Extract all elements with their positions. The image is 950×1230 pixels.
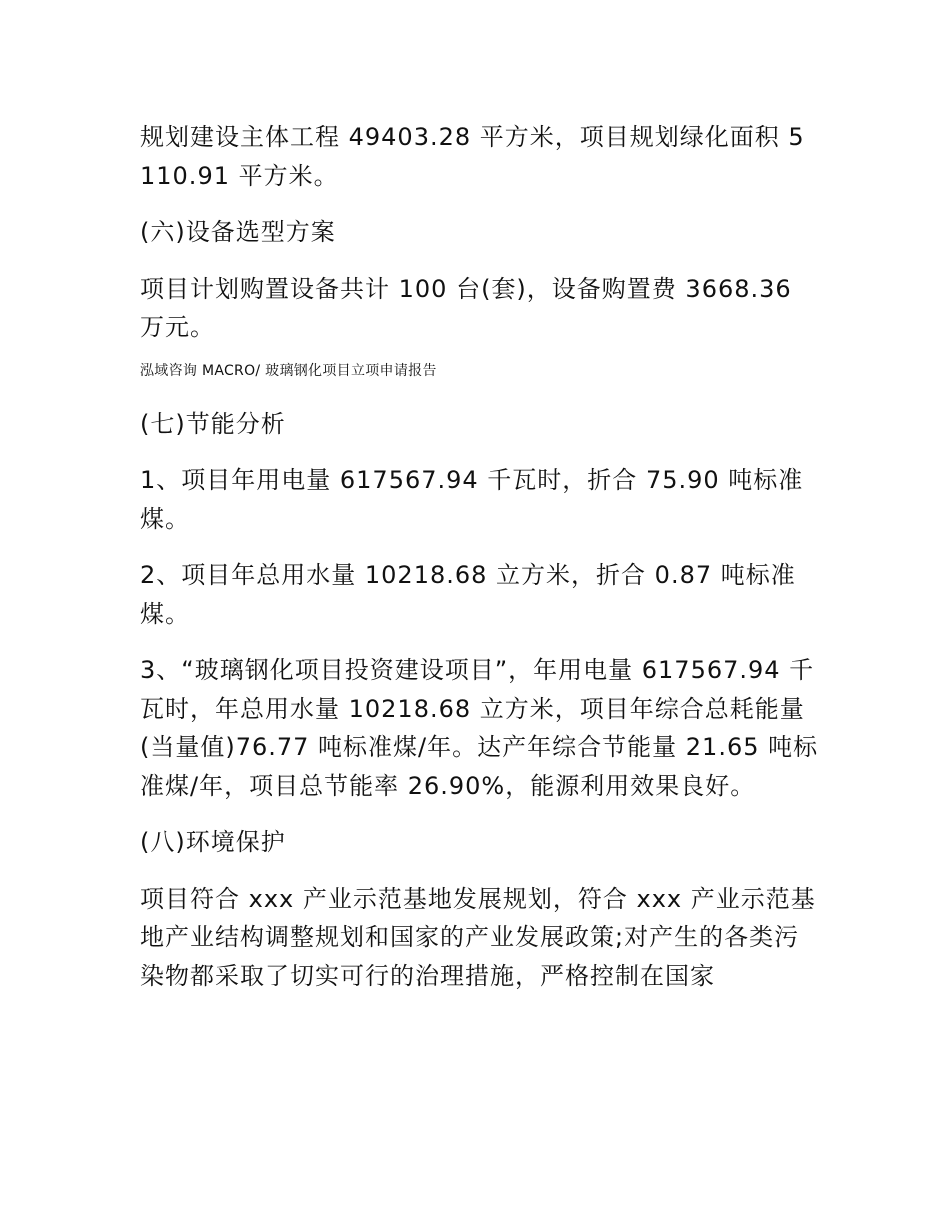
paragraph-water: 2、项目年总用水量 10218.68 立方米，折合 0.87 吨标准煤。 bbox=[140, 561, 796, 628]
section-heading-equipment: (六)设备选型方案 bbox=[140, 218, 336, 246]
document-page bbox=[140, 118, 820, 1013]
section-heading-energy: (七)节能分析 bbox=[140, 409, 286, 438]
paragraph-electricity: 1、项目年用电量 617567.94 千瓦时，折合 75.90 吨标准煤。 bbox=[140, 466, 804, 533]
paragraph-environment: 项目符合 xxx 产业示范基地发展规划，符合 xxx 产业示范基地产业结构调整规划和国家的产业发展政策;对产生的各类污染物都采取了切实可行的治理措施，严格控制在国家 bbox=[140, 884, 816, 990]
paragraph-equipment: 项目计划购置设备共计 100 台(套)，设备购置费 3668.36 万元。 bbox=[140, 274, 792, 341]
running-header: 泓域咨询 MACRO/ 玻璃钢化项目立项申请报告 bbox=[140, 362, 437, 379]
paragraph-energy-summary: 3、“玻璃钢化项目投资建设项目”，年用电量 617567.94 千瓦时，年总用水量 10218.68 立方米，项目年综合总耗能量(当量值)76.77 吨标准煤/年。达产年综合节能量 21.65 吨标准煤/年，项目总节能率 26.90%，能源利用效果良好。 bbox=[140, 656, 819, 800]
section-heading-environment: (八)环境保护 bbox=[140, 828, 286, 856]
paragraph-planning-area: 规划建设主体工程 49403.28 平方米，项目规划绿化面积 5110.91 平方米。 bbox=[140, 123, 805, 190]
